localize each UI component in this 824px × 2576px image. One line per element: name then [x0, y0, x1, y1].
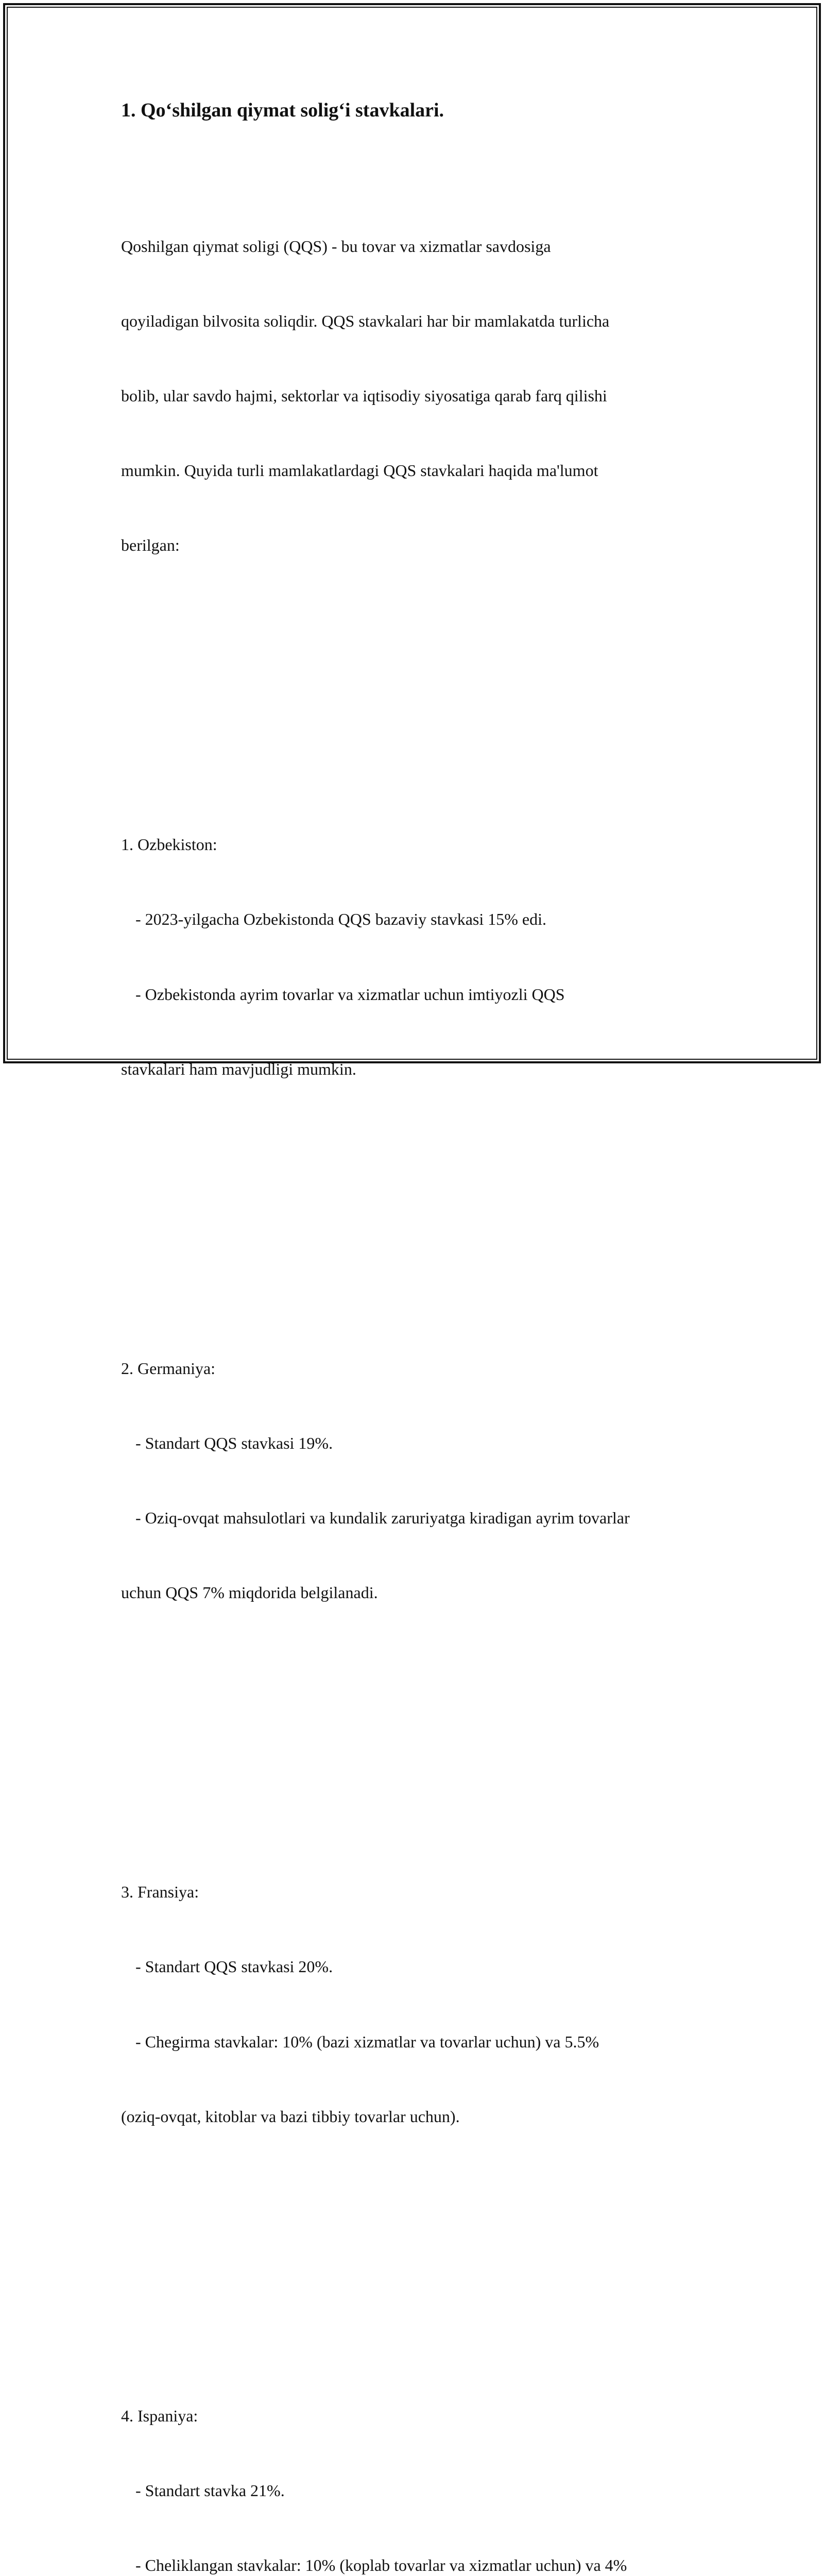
intro-line: mumkin. Quyida turli mamlakatlardagi QQS stavkalari haqida ma'lumot [121, 461, 598, 480]
document-title: 1. Qo‘shilgan qiymat solig‘i stavkalari. [121, 99, 444, 121]
section-line: uchun QQS 7% miqdorida belgilanadi. [121, 1583, 378, 1602]
document-content [121, 98, 713, 2576]
section-line: - Ozbekistonda ayrim tovarlar va xizmatlar uchun imtiyozli QQS [135, 985, 565, 1004]
section-line: - Standart QQS stavkasi 19%. [135, 1433, 333, 1452]
section-line: - 2023-yilgacha Ozbekistonda QQS bazaviy stavkasi 15% edi. [135, 910, 547, 929]
section-line: - Standart stavka 21%. [135, 2481, 285, 2500]
intro-line: bolib, ular savdo hajmi, sektorlar va iqtisodiy siyosatiga qarab farq qilishi [121, 386, 607, 405]
section-uzbekistan [121, 782, 713, 1131]
paragraph-gap [121, 1206, 713, 1231]
section-spain [121, 2353, 713, 2576]
intro-line: Qoshilgan qiymat soligi (QQS) - bu tovar va xizmatlar savdosiga [121, 236, 551, 256]
section-line: - Standart QQS stavkasi 20%. [135, 1957, 333, 1976]
section-heading: 4. Ispaniya: [121, 2406, 198, 2425]
section-france [121, 1829, 713, 2179]
intro-line: berilgan: [121, 536, 180, 555]
paragraph-gap [121, 1730, 713, 1755]
paragraph-gap [121, 683, 713, 707]
section-line: - Cheliklangan stavkalar: 10% (koplab tovarlar va xizmatlar uchun) va 4% [135, 2556, 627, 2575]
intro-paragraph [121, 184, 713, 608]
section-germany [121, 1306, 713, 1655]
section-line: (oziq-ovqat, kitoblar va bazi tibbiy tovarlar uchun). [121, 2107, 460, 2126]
section-line: stavkalari ham mavjudligi mumkin. [121, 1059, 356, 1078]
intro-line: qoyiladigan bilvosita soliqdir. QQS stavkalari har bir mamlakatda turlicha [121, 311, 610, 330]
section-line: - Oziq-ovqat mahsulotlari va kundalik zaruriyatga kiradigan ayrim tovarlar [135, 1509, 630, 1528]
section-heading: 3. Fransiya: [121, 1883, 199, 1902]
section-heading: 2. Germaniya: [121, 1359, 216, 1378]
section-heading: 1. Ozbekiston: [121, 835, 217, 854]
paragraph-gap [121, 2253, 713, 2278]
document-body [121, 134, 713, 2576]
section-line: - Chegirma stavkalar: 10% (bazi xizmatlar va tovarlar uchun) va 5.5% [135, 2032, 599, 2051]
